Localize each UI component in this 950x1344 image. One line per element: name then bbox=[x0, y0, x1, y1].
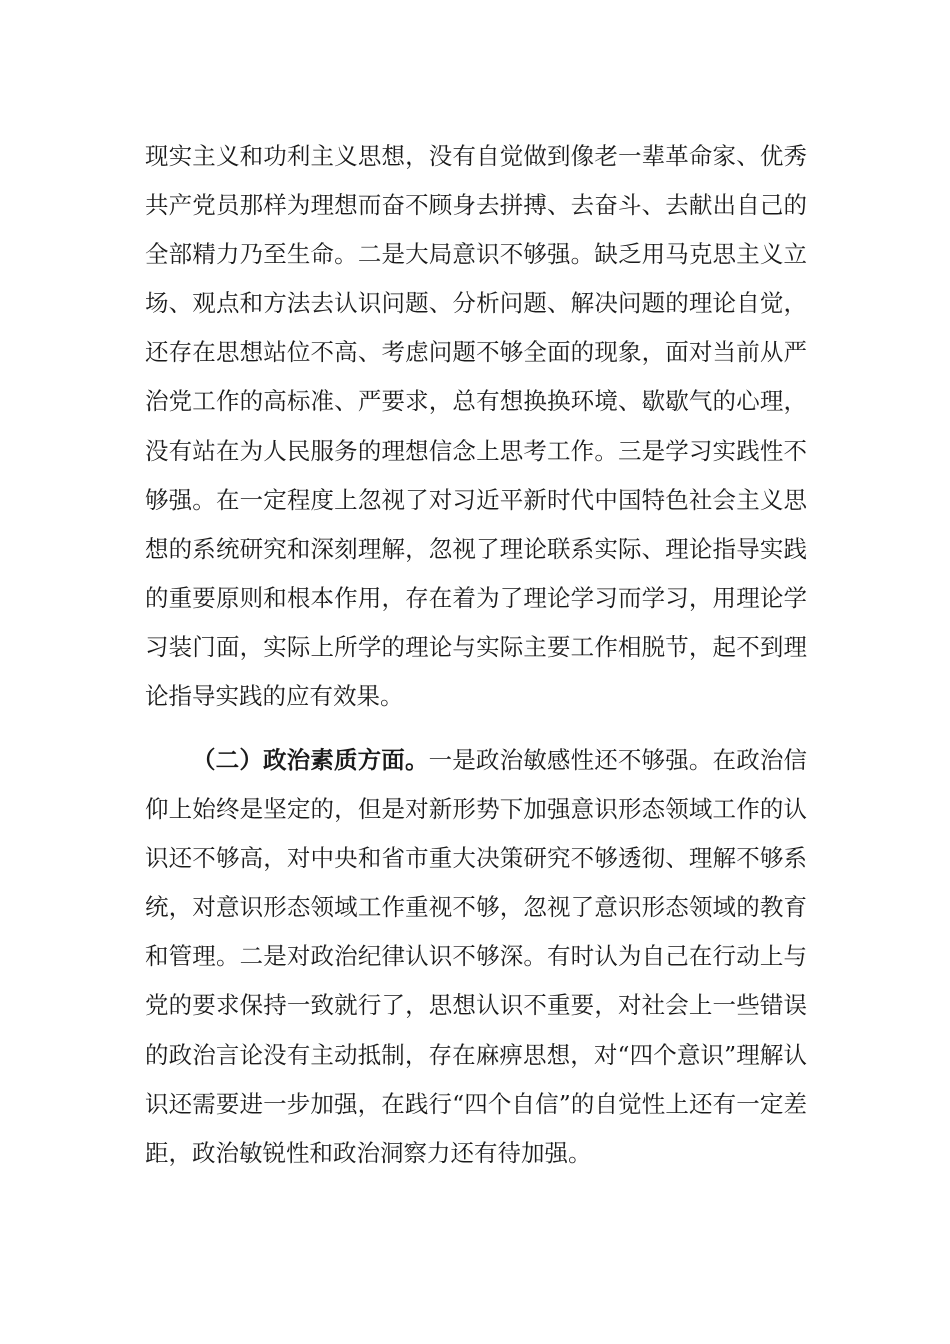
body-paragraph-2 bbox=[145, 736, 807, 1178]
section-body-political-quality: 一是政治敏感性还不够强。在政治信仰上始终是坚定的，但是对新形势下加强意识形态领域工作的认识还不够高，对中央和省市重大决策研究不够透彻、理解不够系统，对意识形态领域工作重视不够，忽视了意识形态领域的教育和管理。二是对政治纪律认识不够深。有时认为自己在行动上与党的要求保持一致就行了，思想认识不重要，对社会上一些错误的政治言论没有主动抵制，存在麻痹思想，对“四个意识”理解认识还需要进一步加强，在践行“四个自信”的自觉性上还有一定差距，政治敏锐性和政治洞察力还有待加强。 bbox=[145, 746, 808, 1167]
body-paragraph-1: 现实主义和功利主义思想，没有自觉做到像老一辈革命家、优秀共产党员那样为理想而奋不顾身去拼搏、去奋斗、去献出自己的全部精力乃至生命。二是大局意识不够强。缺乏用马克思主义立场、观点和方法去认识问题、分析问题、解决问题的理论自觉，还存在思想站位不高、考虑问题不够全面的现象，面对当前从严治党工作的高标准、严要求，总有想换换环境、歇歇气的心理，没有站在为人民服务的理想信念上思考工作。三是学习实践性不够强。在一定程度上忽视了对习近平新时代中国特色社会主义思想的系统研究和深刻理解，忽视了理论联系实际、理论指导实践的重要原则和根本作用，存在着为了理论学习而学习，用理论学习装门面，实际上所学的理论与实际主要工作相脱节，起不到理论指导实践的应有效果。 bbox=[145, 142, 807, 711]
section-heading-political-quality: （二）政治素质方面。 bbox=[192, 746, 429, 774]
